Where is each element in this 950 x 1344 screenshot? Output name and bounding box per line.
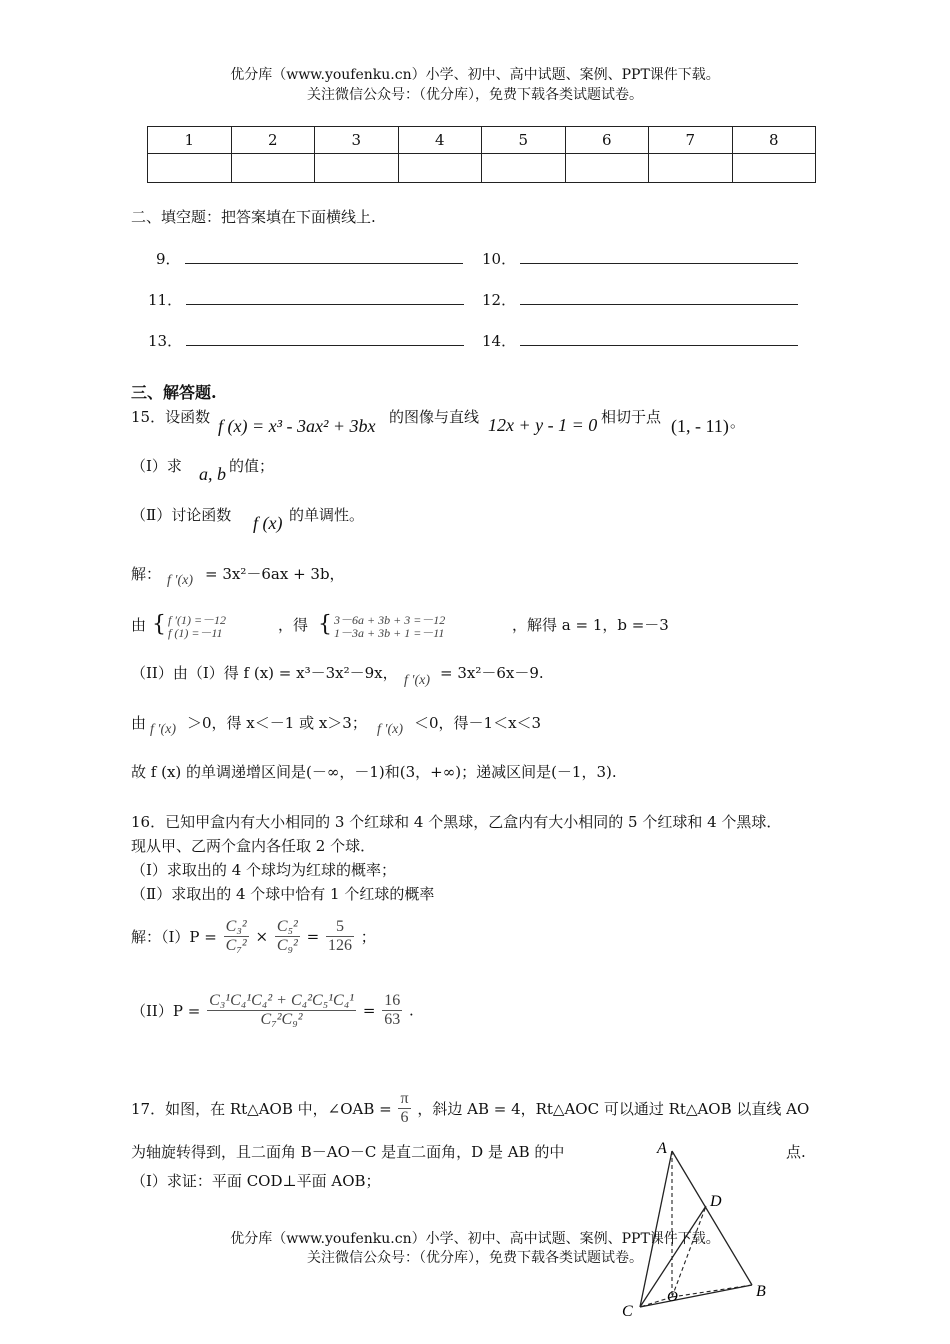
blank-item-12 <box>482 289 798 310</box>
answer-table <box>147 126 816 183</box>
q17-line-1 <box>131 1090 809 1127</box>
frac-numerator: π <box>400 1090 409 1107</box>
q16-s1-frac1 <box>224 918 249 955</box>
frac-numerator: C₃¹C₄¹C₄² + C₄²C₅¹C₄¹ <box>209 992 355 1009</box>
q15-function: f (x) = x³ - 3ax² + 3bx <box>218 416 376 436</box>
answer-table-header-cell: 6 <box>565 127 649 154</box>
q15-stem-mid: 的图像与直线 <box>389 408 480 426</box>
q15-sol2-de: ，得 <box>278 616 309 634</box>
q15-line: 12x + y - 1 = 0 <box>488 415 598 435</box>
answer-table-answer-row <box>148 154 816 183</box>
blank-line[interactable] <box>186 331 464 346</box>
answer-table-header-cell: 4 <box>398 127 482 154</box>
q17-l1b: ，斜边 AB = 4，Rt△AOC 可以通过 Rt△AOB 以直线 AO <box>417 1100 810 1118</box>
q15-stem-mid2: 相切于点 <box>601 408 662 426</box>
frac-denominator: C₉² <box>276 937 298 954</box>
footer-line-2: 关注微信公众号：（优分库），免费下载各类试题试卷。 <box>307 1250 643 1266</box>
answer-cell[interactable] <box>398 154 482 183</box>
q15-part2-var: f (x) <box>253 513 283 533</box>
blank-number: 12． <box>482 291 517 309</box>
q15-sol3-expr: = 3x²－6x－9. <box>440 664 544 682</box>
q15-part2-suffix: 的单调性。 <box>289 506 365 524</box>
label-a: A <box>657 1140 667 1157</box>
answer-cell[interactable] <box>482 154 566 183</box>
q17-line-2a: 为轴旋转得到，且二面角 B－AO－C 是直二面角，D 是 AB 的中 <box>131 1143 565 1161</box>
q15-sol5: 故 f (x) 的单调递增区间是(－∞，－1)和(3，+∞)；递减区间是(－1，3). <box>131 763 617 781</box>
q15-sol2-you: 由 <box>131 616 147 634</box>
answer-cell[interactable] <box>732 154 816 183</box>
q15-sol4-end: ＜0，得－1＜x＜3 <box>414 714 542 732</box>
q16-s1-eq: = <box>306 927 320 946</box>
q15-system-1 <box>168 614 226 640</box>
answer-cell[interactable] <box>315 154 399 183</box>
blank-number: 10． <box>482 250 517 268</box>
frac-numerator: 16 <box>384 992 401 1009</box>
q16-s2-end: . <box>408 1001 414 1020</box>
answer-table-header-cell: 5 <box>482 127 566 154</box>
q16-s2-frac-result <box>382 992 402 1029</box>
q16-s2-eq: = <box>362 1001 376 1020</box>
q17-l1a: 17．如图，在 Rt△AOB 中，∠OAB = <box>131 1100 392 1118</box>
blank-item-11 <box>148 289 464 310</box>
answer-table-header-cell: 7 <box>649 127 733 154</box>
section3-title: 三、解答题. <box>131 383 217 402</box>
answer-cell[interactable] <box>231 154 315 183</box>
q17-line-2b: 点. <box>786 1143 806 1161</box>
blank-line[interactable] <box>185 249 463 264</box>
q15-part2-prefix: （Ⅱ）讨论函数 <box>131 506 232 524</box>
frac-denominator: C₇² <box>225 937 247 954</box>
q15-solution-label: 解： <box>131 565 162 583</box>
q16-solution-1 <box>131 918 376 955</box>
q15-sol4-mid: ＞0，得 x＜－1 或 x＞3； <box>187 714 367 732</box>
blank-number: 11． <box>148 291 183 309</box>
blank-line[interactable] <box>520 331 798 346</box>
q15-system-1b: f (1) =－11 <box>168 626 223 640</box>
q16-line-4: （Ⅱ）求取出的 4 个球中恰有 1 个红球的概率 <box>131 885 435 903</box>
q15-sol3-text: （II）由（I）得 f (x) = x³－3x²－9x， <box>131 664 398 682</box>
answer-cell[interactable] <box>649 154 733 183</box>
q15-derivative-expr: = 3x²－6ax + 3b， <box>205 565 345 583</box>
q15-part1-var: a, b <box>199 464 226 484</box>
tetrahedron-figure <box>610 1135 780 1320</box>
blank-number: 14． <box>482 332 517 350</box>
answer-table-header-cell: 3 <box>315 127 399 154</box>
q15-brace-2: { <box>318 612 332 637</box>
q16-s1-times: × <box>255 927 269 946</box>
blank-number: 9． <box>156 250 181 268</box>
label-c: C <box>622 1303 633 1320</box>
q17-angle-frac <box>398 1090 410 1127</box>
q15-system-2b: 1－3a + 3b + 1 =－11 <box>334 626 445 640</box>
q15-brace-1: { <box>152 612 166 637</box>
answer-table-header-cell: 2 <box>231 127 315 154</box>
edge-cb <box>640 1285 752 1307</box>
blank-item-13 <box>148 330 464 351</box>
frac-denominator: 126 <box>327 937 352 954</box>
q16-s1-frac3 <box>326 918 354 955</box>
answer-cell[interactable] <box>565 154 649 183</box>
frac-numerator: C₅² <box>276 918 298 935</box>
q16-s2-label: （II）P = <box>131 1002 201 1020</box>
frac-numerator: 5 <box>326 918 354 937</box>
q15-fprime: f ′(x) <box>167 573 193 588</box>
blank-line[interactable] <box>520 290 798 305</box>
q16-line-2: 现从甲、乙两个盒内各任取 2 个球． <box>131 837 376 855</box>
answer-table-header-row <box>148 127 816 154</box>
frac-numerator: C₃² <box>225 918 247 935</box>
q17-line-3: （I）求证：平面 COD⊥平面 AOB； <box>131 1172 381 1190</box>
frac-denominator: 63 <box>384 1011 401 1028</box>
answer-table-header-cell: 8 <box>732 127 816 154</box>
q15-system-1a: f ′(1) =－12 <box>168 613 227 627</box>
q15-system-2 <box>334 614 445 640</box>
q15-sol4-you: 由 <box>131 714 147 732</box>
header-line-2: 关注微信公众号：（优分库），免费下载各类试题试卷。 <box>307 87 643 103</box>
blank-item-14 <box>482 330 798 351</box>
q15-part1-prefix: （Ⅰ）求 <box>131 457 182 475</box>
answer-cell[interactable] <box>148 154 232 183</box>
blank-line[interactable] <box>520 249 798 264</box>
q16-s2-frac-main <box>207 992 356 1029</box>
q15-sol2-result: ，解得 a = 1，b =－3 <box>512 616 669 634</box>
q16-line-3: （Ⅰ）求取出的 4 个球均为红球的概率； <box>131 861 397 879</box>
frac-denominator: 6 <box>400 1109 409 1126</box>
q15-system-2a: 3－6a + 3b + 3 =－12 <box>334 613 446 627</box>
footer-line-1: 优分库（www.youfenku.cn）小学、初中、高中试题、案例、PPT课件下载。 <box>230 1231 720 1247</box>
q15-stem-prefix: 15．设函数 <box>131 408 211 426</box>
blank-item-9 <box>156 248 463 269</box>
q16-s1-end: ； <box>360 928 376 946</box>
q15-point: (1, - 11) <box>671 416 729 436</box>
label-d: D <box>710 1193 722 1210</box>
q16-line-1: 16．已知甲盒内有大小相同的 3 个红球和 4 个黑球，乙盒内有大小相同的 5 个红球和 4 个黑球． <box>131 813 782 831</box>
q15-sol3-fprime: f ′(x) <box>404 673 430 688</box>
q15-sol4-fprime-1: f ′(x) <box>150 722 176 737</box>
blank-number: 13． <box>148 332 183 350</box>
blank-line[interactable] <box>186 290 464 305</box>
answer-table-header-cell: 1 <box>148 127 232 154</box>
q16-s1-label: 解：（I）P = <box>131 928 217 946</box>
blank-item-10 <box>482 248 798 269</box>
q15-sol4-fprime-2: f ′(x) <box>377 722 403 737</box>
q15-part1-suffix: 的值； <box>229 457 275 475</box>
q15-stem-end: 。 <box>730 413 746 431</box>
label-b: B <box>756 1283 766 1300</box>
q16-s1-frac2 <box>275 918 300 955</box>
section2-title: 二、填空题：把答案填在下面横线上. <box>131 208 376 226</box>
frac-denominator: C₇²C₉² <box>260 1011 303 1028</box>
q16-solution-2 <box>131 992 414 1029</box>
label-o: O <box>667 1289 678 1305</box>
header-line-1: 优分库（www.youfenku.cn）小学、初中、高中试题、案例、PPT课件下载。 <box>230 67 720 83</box>
